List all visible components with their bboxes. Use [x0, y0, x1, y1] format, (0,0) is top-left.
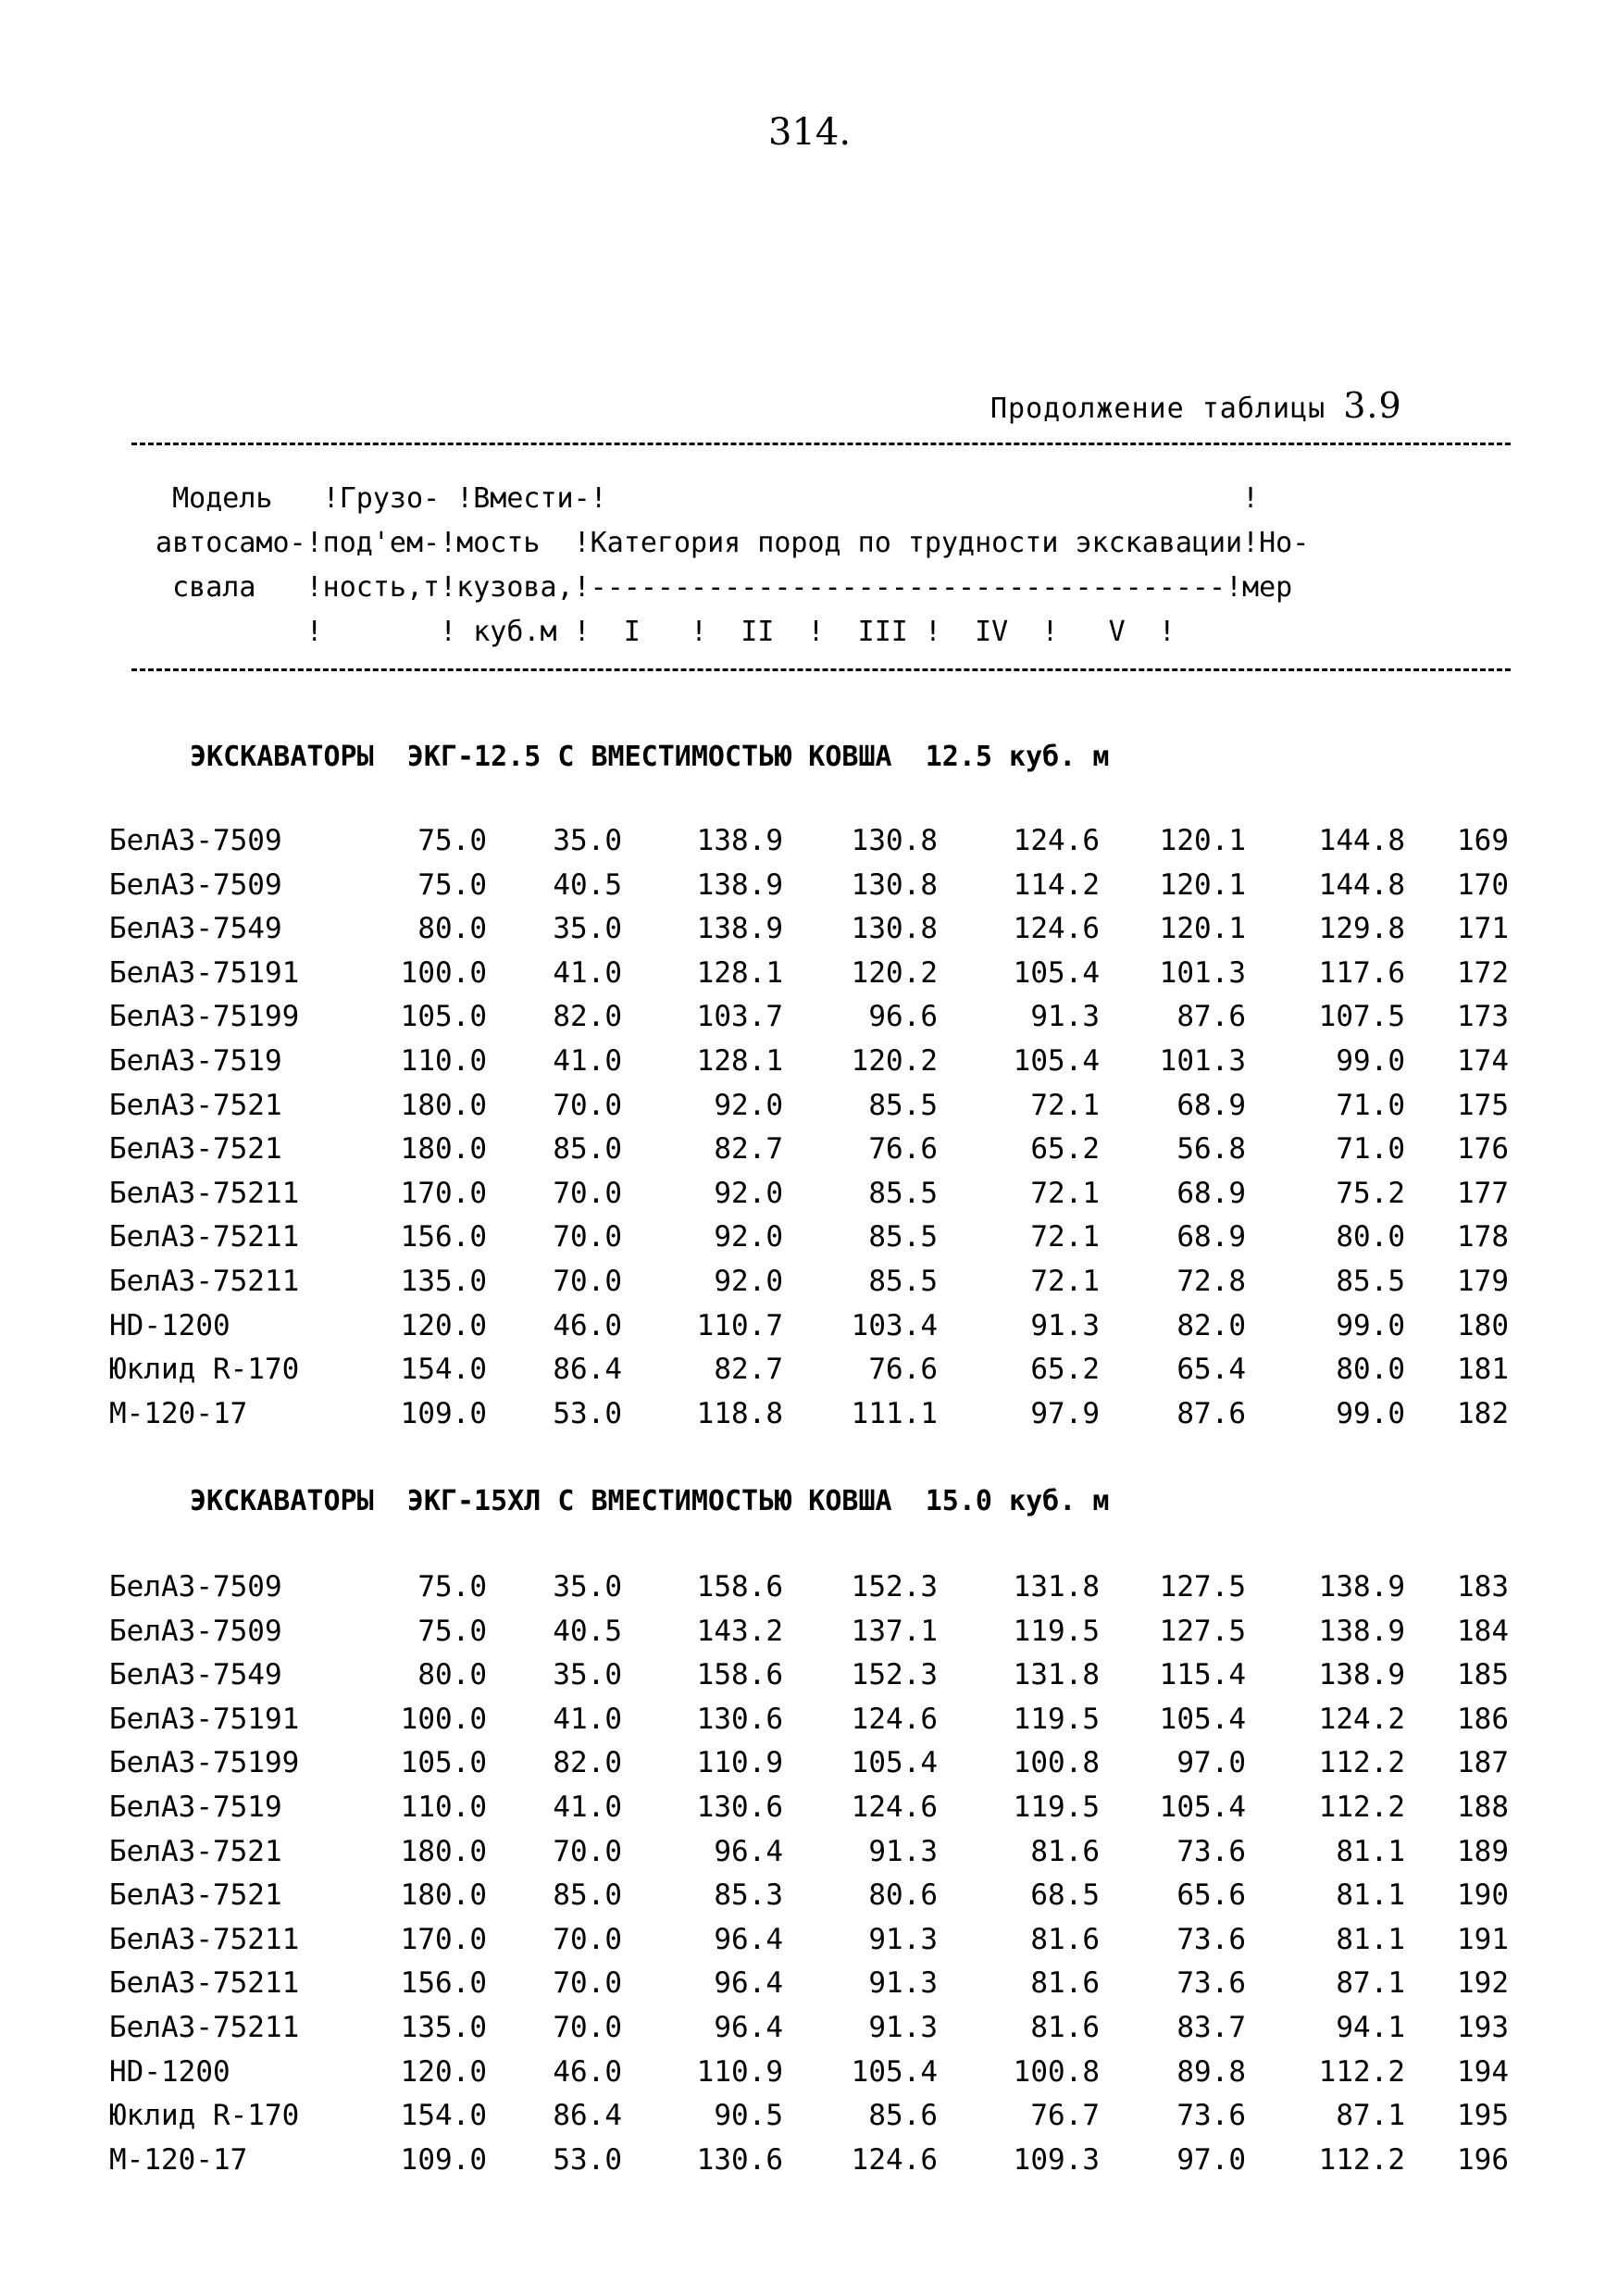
- body-volume-cell: 70.0: [553, 1834, 622, 1868]
- table-row: [0, 912, 1618, 955]
- category-i-cell: 92.0: [714, 1265, 783, 1298]
- model-cell: HD-1200: [109, 1308, 230, 1342]
- body-volume-cell: 53.0: [553, 2142, 622, 2177]
- payload-cell: 109.0: [400, 2142, 487, 2177]
- category-ii-cell: 85.5: [868, 1220, 938, 1254]
- table-row: [0, 1878, 1618, 1921]
- category-ii-cell: 152.3: [851, 1570, 938, 1603]
- header-top-rule: [131, 443, 1511, 445]
- section-title-ekg-15: ЭКСКАВАТОРЫ ЭКГ-15ХЛ С ВМЕСТИМОСТЬЮ КОВША 15.0 куб. м: [190, 1485, 1110, 1517]
- category-i-cell: 128.1: [696, 1044, 783, 1078]
- model-cell: БелАЗ-75199: [109, 1000, 300, 1034]
- row-number-cell: 179: [1457, 1265, 1509, 1298]
- category-iii-cell: 72.1: [1030, 1088, 1100, 1122]
- table-row: [0, 868, 1618, 911]
- category-i-cell: 138.9: [696, 912, 783, 946]
- body-volume-cell: 40.5: [553, 1614, 622, 1648]
- body-volume-cell: 35.0: [553, 1570, 622, 1603]
- category-iii-cell: 124.6: [1013, 912, 1100, 946]
- table-row: [0, 1835, 1618, 1878]
- category-iv-cell: 87.6: [1176, 1000, 1246, 1034]
- category-ii-cell: 85.6: [868, 2099, 938, 2133]
- payload-cell: 180.0: [400, 1088, 487, 1122]
- category-iv-cell: 56.8: [1176, 1132, 1246, 1167]
- model-cell: БелАЗ-75191: [109, 955, 300, 990]
- body-volume-cell: 35.0: [553, 1658, 622, 1692]
- body-volume-cell: 40.5: [553, 867, 622, 902]
- row-number-cell: 187: [1457, 1746, 1509, 1780]
- model-cell: БелАЗ-7549: [109, 1658, 282, 1692]
- payload-cell: 170.0: [400, 1922, 487, 1956]
- category-iv-cell: 82.0: [1176, 1308, 1246, 1342]
- body-volume-cell: 41.0: [553, 1702, 622, 1736]
- table-row: [0, 2011, 1618, 2053]
- model-cell: БелАЗ-7549: [109, 912, 282, 946]
- table-row: [0, 1746, 1618, 1789]
- category-v-cell: 129.8: [1318, 912, 1405, 946]
- category-i-cell: 82.7: [714, 1353, 783, 1387]
- header-line-3: свала !ность,т!кузова,!--------------------------------------!мер: [139, 571, 1293, 604]
- category-ii-cell: 124.6: [851, 1702, 938, 1736]
- category-i-cell: 96.4: [714, 2011, 783, 2044]
- row-number-cell: 172: [1457, 955, 1509, 990]
- category-v-cell: 138.9: [1318, 1614, 1405, 1648]
- row-number-cell: 182: [1457, 1396, 1509, 1430]
- category-iv-cell: 97.0: [1176, 2142, 1246, 2177]
- model-cell: Юклид R-170: [109, 1353, 300, 1387]
- payload-cell: 105.0: [400, 1000, 487, 1034]
- row-number-cell: 175: [1457, 1088, 1509, 1122]
- row-number-cell: 184: [1457, 1614, 1509, 1648]
- category-i-cell: 118.8: [696, 1396, 783, 1430]
- category-iv-cell: 73.6: [1176, 1966, 1246, 2001]
- table-row: [0, 1089, 1618, 1131]
- header-line-2: автосамо-!под'ем-!мость !Категория пород по трудности экскавации!Но-: [139, 527, 1310, 559]
- category-iii-cell: 72.1: [1030, 1265, 1100, 1298]
- category-iii-cell: 114.2: [1013, 867, 1100, 902]
- body-volume-cell: 35.0: [553, 912, 622, 946]
- table-row: [0, 1132, 1618, 1175]
- category-i-cell: 92.0: [714, 1176, 783, 1210]
- category-i-cell: 128.1: [696, 955, 783, 990]
- table-row: [0, 956, 1618, 999]
- payload-cell: 75.0: [417, 867, 487, 902]
- header-line-1: Модель !Грузо- !Вмести-! !: [139, 482, 1260, 515]
- category-iii-cell: 119.5: [1013, 1614, 1100, 1648]
- row-number-cell: 186: [1457, 1702, 1509, 1736]
- category-ii-cell: 91.3: [868, 1834, 938, 1868]
- category-iv-cell: 73.6: [1176, 2099, 1246, 2133]
- category-i-cell: 90.5: [714, 2099, 783, 2133]
- table-row: [0, 1791, 1618, 1833]
- category-i-cell: 130.6: [696, 1791, 783, 1824]
- body-volume-cell: 35.0: [553, 824, 622, 857]
- category-iv-cell: 68.9: [1176, 1220, 1246, 1254]
- payload-cell: 110.0: [400, 1791, 487, 1824]
- category-v-cell: 144.8: [1318, 867, 1405, 902]
- category-ii-cell: 130.8: [851, 824, 938, 857]
- row-number-cell: 185: [1457, 1658, 1509, 1692]
- category-v-cell: 99.0: [1336, 1308, 1405, 1342]
- row-number-cell: 189: [1457, 1834, 1509, 1868]
- table-number: 3.9: [1343, 385, 1402, 426]
- category-v-cell: 99.0: [1336, 1044, 1405, 1078]
- category-iv-cell: 120.1: [1159, 867, 1246, 902]
- row-number-cell: 174: [1457, 1044, 1509, 1078]
- table-row: [0, 1044, 1618, 1087]
- body-volume-cell: 70.0: [553, 1922, 622, 1956]
- row-number-cell: 176: [1457, 1132, 1509, 1167]
- row-number-cell: 195: [1457, 2099, 1509, 2133]
- table-row: [0, 2055, 1618, 2098]
- model-cell: Юклид R-170: [109, 2099, 300, 2133]
- category-v-cell: 112.2: [1318, 2142, 1405, 2177]
- payload-cell: 135.0: [400, 2011, 487, 2044]
- category-iii-cell: 91.3: [1030, 1000, 1100, 1034]
- model-cell: БелАЗ-75211: [109, 1265, 300, 1298]
- category-iii-cell: 76.7: [1030, 2099, 1100, 2133]
- category-iii-cell: 81.6: [1030, 2011, 1100, 2044]
- model-cell: БелАЗ-7521: [109, 1088, 282, 1122]
- row-number-cell: 170: [1457, 867, 1509, 902]
- category-iii-cell: 72.1: [1030, 1176, 1100, 1210]
- category-ii-cell: 76.6: [868, 1132, 938, 1167]
- payload-cell: 120.0: [400, 1308, 487, 1342]
- row-number-cell: 181: [1457, 1353, 1509, 1387]
- category-iv-cell: 83.7: [1176, 2011, 1246, 2044]
- category-ii-cell: 91.3: [868, 1966, 938, 2001]
- category-v-cell: 81.1: [1336, 1922, 1405, 1956]
- payload-cell: 156.0: [400, 1966, 487, 2001]
- payload-cell: 180.0: [400, 1878, 487, 1913]
- category-ii-cell: 103.4: [851, 1308, 938, 1342]
- category-ii-cell: 85.5: [868, 1265, 938, 1298]
- body-volume-cell: 70.0: [553, 1265, 622, 1298]
- model-cell: БелАЗ-7509: [109, 824, 282, 857]
- body-volume-cell: 46.0: [553, 1308, 622, 1342]
- table-row: [0, 1923, 1618, 1965]
- payload-cell: 80.0: [417, 1658, 487, 1692]
- category-i-cell: 143.2: [696, 1614, 783, 1648]
- page-number: 314.: [768, 111, 852, 154]
- payload-cell: 75.0: [417, 824, 487, 857]
- category-ii-cell: 152.3: [851, 1658, 938, 1692]
- category-iv-cell: 101.3: [1159, 955, 1246, 990]
- category-iii-cell: 68.5: [1030, 1878, 1100, 1913]
- category-v-cell: 138.9: [1318, 1658, 1405, 1692]
- body-volume-cell: 82.0: [553, 1000, 622, 1034]
- row-number-cell: 177: [1457, 1176, 1509, 1210]
- category-i-cell: 130.6: [696, 2142, 783, 2177]
- category-iv-cell: 120.1: [1159, 912, 1246, 946]
- row-number-cell: 173: [1457, 1000, 1509, 1034]
- category-i-cell: 82.7: [714, 1132, 783, 1167]
- category-v-cell: 85.5: [1336, 1265, 1405, 1298]
- row-number-cell: 180: [1457, 1308, 1509, 1342]
- model-cell: HD-1200: [109, 2054, 230, 2089]
- category-iii-cell: 109.3: [1013, 2142, 1100, 2177]
- category-v-cell: 75.2: [1336, 1176, 1405, 1210]
- category-ii-cell: 124.6: [851, 1791, 938, 1824]
- table-row: [0, 2099, 1618, 2141]
- category-iv-cell: 115.4: [1159, 1658, 1246, 1692]
- section-title-ekg-12-5: ЭКСКАВАТОРЫ ЭКГ-12.5 С ВМЕСТИМОСТЬЮ КОВША 12.5 куб. м: [190, 741, 1110, 773]
- table-row: [0, 1966, 1618, 2009]
- model-cell: БелАЗ-75211: [109, 1220, 300, 1254]
- category-ii-cell: 120.2: [851, 1044, 938, 1078]
- payload-cell: 180.0: [400, 1132, 487, 1167]
- model-cell: БелАЗ-7521: [109, 1834, 282, 1868]
- category-i-cell: 130.6: [696, 1702, 783, 1736]
- payload-cell: 120.0: [400, 2054, 487, 2089]
- model-cell: БелАЗ-7521: [109, 1878, 282, 1913]
- category-iii-cell: 105.4: [1013, 1044, 1100, 1078]
- category-iii-cell: 131.8: [1013, 1658, 1100, 1692]
- payload-cell: 135.0: [400, 1265, 487, 1298]
- category-iii-cell: 100.8: [1013, 1746, 1100, 1780]
- table-row: [0, 1397, 1618, 1440]
- body-volume-cell: 82.0: [553, 1746, 622, 1780]
- category-i-cell: 158.6: [696, 1570, 783, 1603]
- category-iv-cell: 105.4: [1159, 1702, 1246, 1736]
- payload-cell: 180.0: [400, 1834, 487, 1868]
- category-iv-cell: 87.6: [1176, 1396, 1246, 1430]
- body-volume-cell: 70.0: [553, 1220, 622, 1254]
- category-ii-cell: 111.1: [851, 1396, 938, 1430]
- header-bottom-rule: [131, 668, 1511, 671]
- category-iv-cell: 89.8: [1176, 2054, 1246, 2089]
- model-cell: БелАЗ-75211: [109, 1966, 300, 2001]
- row-number-cell: 191: [1457, 1922, 1509, 1956]
- table-row: [0, 1658, 1618, 1701]
- category-v-cell: 71.0: [1336, 1088, 1405, 1122]
- category-ii-cell: 76.6: [868, 1353, 938, 1387]
- category-iv-cell: 73.6: [1176, 1922, 1246, 1956]
- category-iv-cell: 65.6: [1176, 1878, 1246, 1913]
- body-volume-cell: 70.0: [553, 1088, 622, 1122]
- row-number-cell: 183: [1457, 1570, 1509, 1603]
- continuation-text: Продолжение таблицы: [990, 393, 1326, 425]
- category-i-cell: 92.0: [714, 1088, 783, 1122]
- category-iv-cell: 120.1: [1159, 824, 1246, 857]
- body-volume-cell: 86.4: [553, 2099, 622, 2133]
- table-row: [0, 1570, 1618, 1613]
- category-iv-cell: 68.9: [1176, 1176, 1246, 1210]
- category-ii-cell: 105.4: [851, 2054, 938, 2089]
- category-iv-cell: 73.6: [1176, 1834, 1246, 1868]
- category-i-cell: 96.4: [714, 1922, 783, 1956]
- table-row: [0, 1615, 1618, 1657]
- body-volume-cell: 70.0: [553, 2011, 622, 2044]
- model-cell: БелАЗ-7519: [109, 1044, 282, 1078]
- table-row: [0, 1703, 1618, 1745]
- row-number-cell: 194: [1457, 2054, 1509, 2089]
- category-iv-cell: 65.4: [1176, 1353, 1246, 1387]
- category-i-cell: 110.9: [696, 1746, 783, 1780]
- row-number-cell: 169: [1457, 824, 1509, 857]
- model-cell: БелАЗ-7519: [109, 1791, 282, 1824]
- payload-cell: 109.0: [400, 1396, 487, 1430]
- body-volume-cell: 70.0: [553, 1176, 622, 1210]
- row-number-cell: 193: [1457, 2011, 1509, 2044]
- category-ii-cell: 137.1: [851, 1614, 938, 1648]
- category-iii-cell: 105.4: [1013, 955, 1100, 990]
- category-i-cell: 110.9: [696, 2054, 783, 2089]
- table-row: [0, 1353, 1618, 1395]
- category-i-cell: 92.0: [714, 1220, 783, 1254]
- category-v-cell: 81.1: [1336, 1878, 1405, 1913]
- table-row: [0, 1000, 1618, 1042]
- table-row: [0, 2143, 1618, 2186]
- payload-cell: 154.0: [400, 2099, 487, 2133]
- body-volume-cell: 86.4: [553, 1353, 622, 1387]
- category-iii-cell: 65.2: [1030, 1132, 1100, 1167]
- payload-cell: 156.0: [400, 1220, 487, 1254]
- table-continuation-label: [990, 385, 1402, 426]
- row-number-cell: 171: [1457, 912, 1509, 946]
- row-number-cell: 178: [1457, 1220, 1509, 1254]
- category-iii-cell: 124.6: [1013, 824, 1100, 857]
- category-ii-cell: 96.6: [868, 1000, 938, 1034]
- model-cell: БелАЗ-75211: [109, 1176, 300, 1210]
- category-v-cell: 80.0: [1336, 1353, 1405, 1387]
- category-v-cell: 87.1: [1336, 1966, 1405, 2001]
- payload-cell: 170.0: [400, 1176, 487, 1210]
- category-iii-cell: 100.8: [1013, 2054, 1100, 2089]
- category-iv-cell: 127.5: [1159, 1570, 1246, 1603]
- category-v-cell: 71.0: [1336, 1132, 1405, 1167]
- category-ii-cell: 80.6: [868, 1878, 938, 1913]
- table-row: [0, 1265, 1618, 1307]
- category-iv-cell: 101.3: [1159, 1044, 1246, 1078]
- category-v-cell: 112.2: [1318, 1791, 1405, 1824]
- header-line-4: ! ! куб.м ! I ! II ! III ! IV ! V !: [139, 616, 1176, 648]
- category-i-cell: 138.9: [696, 824, 783, 857]
- category-v-cell: 80.0: [1336, 1220, 1405, 1254]
- model-cell: БелАЗ-75211: [109, 2011, 300, 2044]
- model-cell: БелАЗ-75191: [109, 1702, 300, 1736]
- category-iv-cell: 97.0: [1176, 1746, 1246, 1780]
- category-v-cell: 144.8: [1318, 824, 1405, 857]
- body-volume-cell: 41.0: [553, 1044, 622, 1078]
- payload-cell: 75.0: [417, 1614, 487, 1648]
- model-cell: БелАЗ-7521: [109, 1132, 282, 1167]
- category-i-cell: 158.6: [696, 1658, 783, 1692]
- body-volume-cell: 53.0: [553, 1396, 622, 1430]
- category-iv-cell: 127.5: [1159, 1614, 1246, 1648]
- table-row: [0, 1177, 1618, 1219]
- category-v-cell: 99.0: [1336, 1396, 1405, 1430]
- category-iii-cell: 119.5: [1013, 1702, 1100, 1736]
- payload-cell: 75.0: [417, 1570, 487, 1603]
- category-v-cell: 112.2: [1318, 1746, 1405, 1780]
- category-v-cell: 124.2: [1318, 1702, 1405, 1736]
- payload-cell: 154.0: [400, 1353, 487, 1387]
- category-v-cell: 94.1: [1336, 2011, 1405, 2044]
- category-ii-cell: 85.5: [868, 1088, 938, 1122]
- category-v-cell: 112.2: [1318, 2054, 1405, 2089]
- category-ii-cell: 124.6: [851, 2142, 938, 2177]
- body-volume-cell: 41.0: [553, 1791, 622, 1824]
- row-number-cell: 188: [1457, 1791, 1509, 1824]
- model-cell: БелАЗ-75211: [109, 1922, 300, 1956]
- category-i-cell: 96.4: [714, 1834, 783, 1868]
- category-ii-cell: 130.8: [851, 912, 938, 946]
- payload-cell: 110.0: [400, 1044, 487, 1078]
- category-iii-cell: 91.3: [1030, 1308, 1100, 1342]
- row-number-cell: 190: [1457, 1878, 1509, 1913]
- model-cell: М-120-17: [109, 2142, 248, 2177]
- payload-cell: 105.0: [400, 1746, 487, 1780]
- category-iii-cell: 81.6: [1030, 1834, 1100, 1868]
- category-ii-cell: 130.8: [851, 867, 938, 902]
- category-iii-cell: 81.6: [1030, 1966, 1100, 2001]
- body-volume-cell: 85.0: [553, 1132, 622, 1167]
- payload-cell: 80.0: [417, 912, 487, 946]
- table-row: [0, 1220, 1618, 1263]
- category-iii-cell: 65.2: [1030, 1353, 1100, 1387]
- payload-cell: 100.0: [400, 955, 487, 990]
- category-i-cell: 96.4: [714, 1966, 783, 2001]
- category-i-cell: 138.9: [696, 867, 783, 902]
- model-cell: БелАЗ-75199: [109, 1746, 300, 1780]
- model-cell: М-120-17: [109, 1396, 248, 1430]
- category-iv-cell: 68.9: [1176, 1088, 1246, 1122]
- row-number-cell: 192: [1457, 1966, 1509, 2001]
- category-ii-cell: 91.3: [868, 2011, 938, 2044]
- category-ii-cell: 85.5: [868, 1176, 938, 1210]
- table-row: [0, 824, 1618, 867]
- body-volume-cell: 41.0: [553, 955, 622, 990]
- category-iii-cell: 81.6: [1030, 1922, 1100, 1956]
- category-v-cell: 87.1: [1336, 2099, 1405, 2133]
- body-volume-cell: 46.0: [553, 2054, 622, 2089]
- category-v-cell: 81.1: [1336, 1834, 1405, 1868]
- category-i-cell: 85.3: [714, 1878, 783, 1913]
- category-i-cell: 110.7: [696, 1308, 783, 1342]
- category-v-cell: 117.6: [1318, 955, 1405, 990]
- model-cell: БелАЗ-7509: [109, 1570, 282, 1603]
- payload-cell: 100.0: [400, 1702, 487, 1736]
- category-iii-cell: 72.1: [1030, 1220, 1100, 1254]
- category-iv-cell: 105.4: [1159, 1791, 1246, 1824]
- category-ii-cell: 91.3: [868, 1922, 938, 1956]
- category-iii-cell: 119.5: [1013, 1791, 1100, 1824]
- category-i-cell: 103.7: [696, 1000, 783, 1034]
- category-iii-cell: 131.8: [1013, 1570, 1100, 1603]
- model-cell: БелАЗ-7509: [109, 867, 282, 902]
- model-cell: БелАЗ-7509: [109, 1614, 282, 1648]
- body-volume-cell: 85.0: [553, 1878, 622, 1913]
- category-iv-cell: 72.8: [1176, 1265, 1246, 1298]
- category-v-cell: 107.5: [1318, 1000, 1405, 1034]
- category-iii-cell: 97.9: [1030, 1396, 1100, 1430]
- row-number-cell: 196: [1457, 2142, 1509, 2177]
- category-ii-cell: 105.4: [851, 1746, 938, 1780]
- body-volume-cell: 70.0: [553, 1966, 622, 2001]
- table-row: [0, 1309, 1618, 1352]
- category-v-cell: 138.9: [1318, 1570, 1405, 1603]
- category-ii-cell: 120.2: [851, 955, 938, 990]
